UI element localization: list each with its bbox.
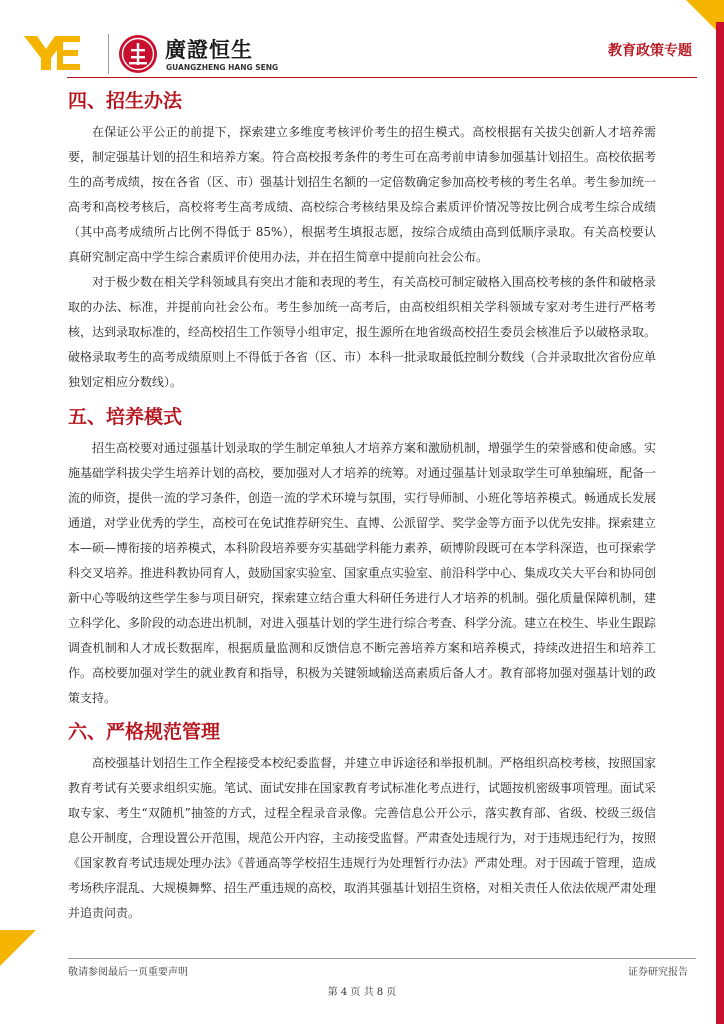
- report-series-title: 教育政策专题: [608, 43, 692, 59]
- logo-divider: [108, 34, 109, 74]
- section-heading-admissions: 四、招生办法: [68, 90, 183, 112]
- header-rule: [67, 77, 697, 78]
- paragraph-management-1: 高校强基计划招生工作全程接受本校纪委监督，并建立申诉途径和举报机制。严格组织高校考核，按照国家教育考试有关要求组织实施。笔试、面试安排在国家教育考试标准化考点进行，试题按机密级事项管理。面试采取专家、考生“双随机”抽签的方式，过程全程录音录像。完善信息公开公示，落实教育部、省级、校级三级信息公开制度，合理设置公开范围，规范公开内容，主动接受监督。严肃查处违规行为，对于违规违纪行为，按照《国家教育考试违规处理办法》《普通高等学校招生违规行为处理暂行办法》严肃处理。对于因疏于管理，造成考场秩序混乱、大规模舞弊、招生严重违规的高校，取消其强基计划招生资格，对相关责任人依法依规严肃处理并追责问责。: [68, 756, 657, 920]
- paragraph-admissions-2: 对于极少数在相关学科领域具有突出才能和表现的考生，有关高校可制定破格入围高校考核的条件和破格录取的办法、标准，并提前向社会公布。考生参加统一高考后，由高校组织相关学科领域专家对考生进行严格考核，达到录取标准的，经高校招生工作领导小组审定，报生源所在地省级高校招生委员会核准后予以破格录取。破格录取考生的高考成绩原则上不得低于各省（区、市）本科一批录取最低控制分数线（合并录取批次省份应单独划定相应分数线）。: [68, 275, 657, 389]
- corner-accent-bottom-left: [0, 930, 36, 966]
- section-heading-management: 六、严格规范管理: [68, 721, 221, 743]
- section-heading-training: 五、培养模式: [68, 406, 183, 428]
- seal-logo-icon: [118, 34, 158, 74]
- logo-english-name: GUANGZHENG HANG SENG: [166, 63, 279, 72]
- footer-disclaimer: 敬请参阅最后一页重要声明: [68, 967, 188, 978]
- right-edge-bar: [716, 22, 724, 1024]
- paragraph-admissions-1: 在保证公平公正的前提下，探索建立多维度考核评价考生的招生模式。高校根据有关拔尖创新人才培养需要，制定强基计划的招生和培养方案。符合高校报考条件的考生可在高考前申请参加强基计划招生。高校依据考生的高考成绩，按在各省（区、市）强基计划招生名额的一定倍数确定参加高校考核的考生名单。考生参加统一高考和高校考核后，高校将考生高考成绩、高校综合考核结果及综合素质评价情况等按比例合成考生综合成绩（其中高考成绩所占比例不得低于 85%），根据考生填报志愿，按综合成绩由高到低顺序录取。有关高校要认真研究制定高中学生综合素质评价使用办法，并在招生简章中提前向社会公布。: [68, 125, 657, 264]
- footer-report-type: 证券研究报告: [628, 967, 688, 978]
- footer-rule: [68, 958, 696, 959]
- company-logo: [24, 32, 279, 78]
- logo-chinese-name: 廣證恒生: [165, 38, 253, 62]
- paragraph-training-1: 招生高校要对通过强基计划录取的学生制定单独人才培养方案和激励机制，增强学生的荣誉感和使命感。实施基础学科拔尖学生培养计划的高校，要加强对人才培养的统筹。对通过强基计划录取学生可单独编班，配备一流的师资，提供一流的学习条件，创造一流的学术环境与氛围，实行导师制、小班化等培养模式。畅通成长发展通道，对学业优秀的学生，高校可在免试推荐研究生、直博、公派留学、奖学金等方面予以优先安排。探索建立本—硕—博衔接的培养模式，本科阶段培养要夯实基础学科能力素养，硕博阶段既可在本学科深造，也可探索学科交叉培养。推进科教协同育人，鼓励国家实验室、国家重点实验室、前沿科学中心、集成攻关大平台和协同创新中心等吸纳这些学生参与项目研究，探索建立结合重大科研任务进行人才培养的机制。强化质量保障机制，建立科学化、多阶段的动态进出机制，对进入强基计划的学生进行综合考查、科学分流。建立在校生、毕业生跟踪调查机制和人才成长数据库，根据质量监测和反馈信息不断完善培养方案和培养模式，持续改进招生和培养工作。高校要加强对学生的就业教育和指导，积极为关键领域输送高素质后备人才。教育部将加强对强基计划的政策支持。: [68, 441, 657, 705]
- ye-logo-icon: [24, 36, 80, 70]
- document-body: [68, 88, 656, 926]
- page-number: 第 4 页 共 8 页: [327, 987, 397, 998]
